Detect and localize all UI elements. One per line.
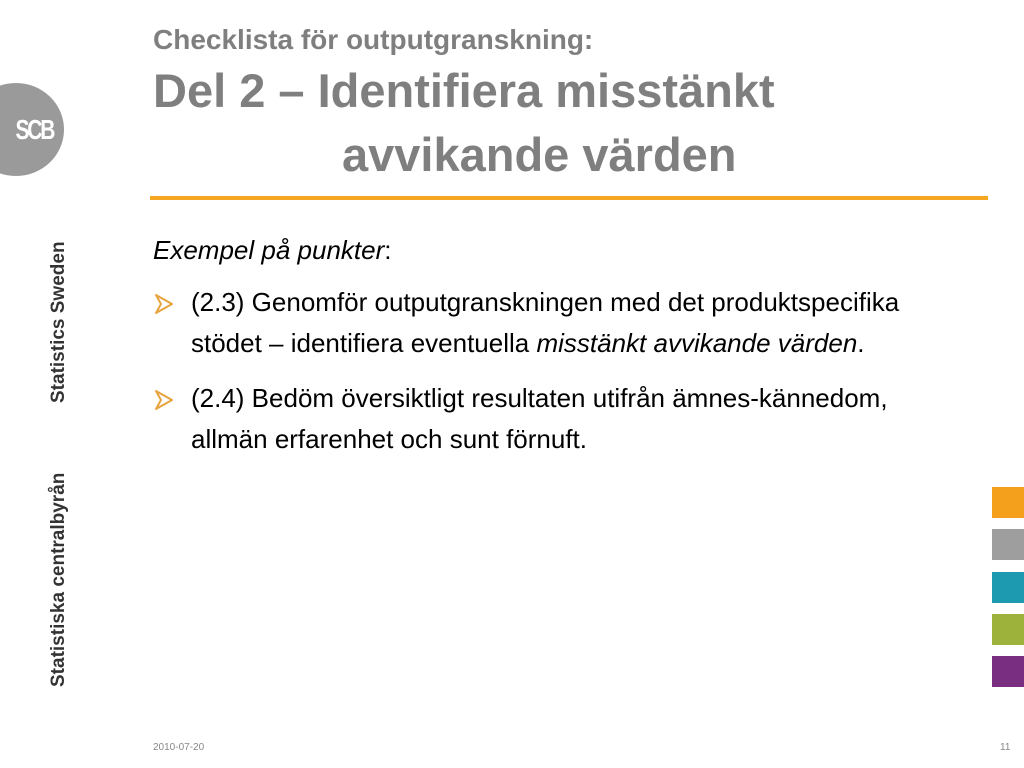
intro-text	[153, 232, 953, 268]
slide-content	[153, 232, 953, 474]
bullet-item	[153, 378, 953, 460]
color-swatch-teal	[992, 572, 1024, 603]
org-name-swedish: Statistiska centralbyrån	[48, 472, 69, 687]
arrow-bullet-icon	[153, 293, 175, 315]
slide-subtitle: Checklista för outputgranskning:	[153, 24, 594, 55]
footer-date: 2010-07-20	[153, 742, 205, 753]
bullet-item	[153, 282, 953, 364]
bullet-text: (2.4) Bedöm översiktligt resultaten utifrån ämnes-kännedom, allmän erfarenhet och sunt förnuft.	[191, 383, 888, 454]
logo-text: SCB	[15, 113, 53, 145]
color-swatch-green	[992, 614, 1024, 645]
slide-title-line1: Del 2 – Identifiera misstänkt	[153, 64, 775, 117]
slide-title-line2: avvikande värden	[342, 128, 737, 181]
arrow-bullet-icon	[153, 389, 175, 411]
bullet-text: (2.3) Genomför outputgranskningen med det produktspecifika stödet – identifiera eventuella	[191, 287, 900, 358]
color-swatch-purple	[992, 656, 1024, 687]
intro-colon: :	[384, 235, 392, 265]
bullet-tail: .	[857, 328, 865, 358]
color-swatch-orange	[992, 487, 1024, 518]
page-number: 11	[1000, 742, 1011, 753]
org-name-english: Statistics Sweden	[48, 241, 69, 403]
bullet-italic: misstänkt avvikande värden	[536, 328, 858, 358]
intro-italic: Exempel på punkter	[153, 235, 385, 265]
title-divider	[150, 196, 988, 200]
scb-logo	[0, 83, 64, 176]
color-swatch-gray	[992, 529, 1024, 560]
